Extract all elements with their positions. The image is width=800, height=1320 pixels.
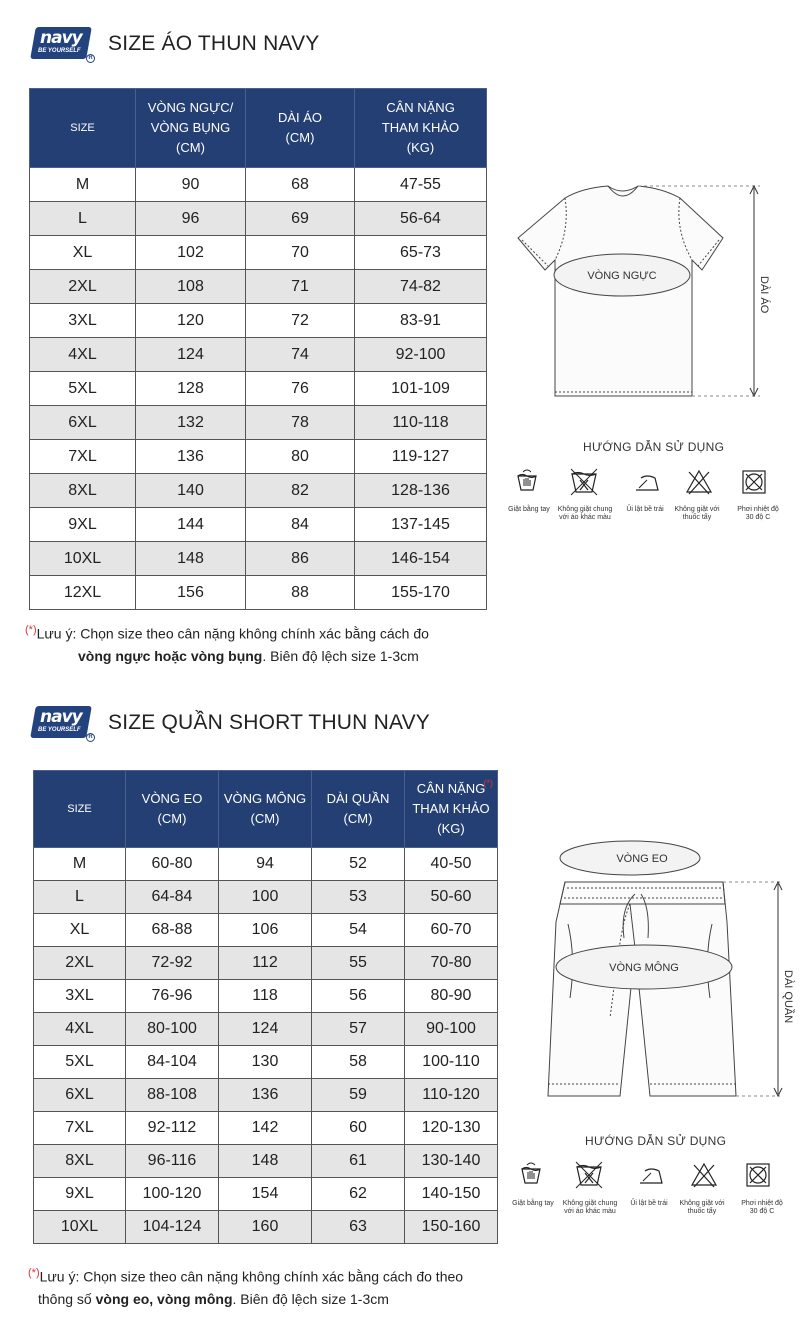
table-cell: 83-91 — [355, 304, 487, 338]
table-cell: 69 — [246, 202, 355, 236]
dry-30-icon — [740, 468, 768, 501]
brand-name: navy — [40, 28, 82, 48]
care-label: Không giặt chung với áo khác màu — [562, 1200, 618, 1215]
shorts-note: (*)Lưu ý: Chọn size theo cân nặng không chính xác bằng cách đo theo thông số vòng eo, vòng mông. Biên độ lệch size 1-3cm — [28, 1267, 464, 1307]
table-cell: 6XL — [34, 1079, 126, 1112]
table-cell: 60 — [312, 1112, 405, 1145]
table-cell: 155-170 — [355, 576, 487, 610]
table-row — [30, 406, 487, 440]
table-cell: 74 — [246, 338, 355, 372]
no-mix-wash-icon — [570, 468, 598, 501]
care-label: Không giặt với thuốc tẩy — [679, 1200, 725, 1215]
table-row — [30, 542, 487, 576]
table-cell: 6XL — [30, 406, 136, 440]
table-cell: L — [30, 202, 136, 236]
no-mix-wash-icon — [575, 1161, 603, 1194]
shorts-col-length: DÀI QUẦN (CM) — [312, 771, 405, 848]
table-cell: 154 — [219, 1178, 312, 1211]
shirt-length-label: DÀI ÁO — [758, 276, 770, 314]
table-row — [30, 270, 487, 304]
table-row — [34, 1211, 498, 1244]
table-cell: 56-64 — [355, 202, 487, 236]
table-row — [34, 947, 498, 980]
table-row — [34, 1112, 498, 1145]
iron-inside-out-icon — [633, 468, 661, 501]
table-cell: 59 — [312, 1079, 405, 1112]
shirt-care-title: HƯỚNG DẪN SỬ DỤNG — [583, 440, 725, 454]
table-row — [30, 372, 487, 406]
table-cell: 102 — [136, 236, 246, 270]
shorts-col-weight: (*) CÂN NẶNG THAM KHẢO (KG) — [405, 771, 498, 848]
shirt-section-title: SIZE ÁO THUN NAVY — [108, 32, 320, 55]
table-cell: 60-80 — [126, 848, 219, 881]
table-cell: 8XL — [34, 1145, 126, 1178]
table-cell: 3XL — [34, 980, 126, 1013]
table-cell: 64-84 — [126, 881, 219, 914]
table-cell: 68 — [246, 168, 355, 202]
table-row — [30, 236, 487, 270]
table-cell: 57 — [312, 1013, 405, 1046]
table-cell: 76 — [246, 372, 355, 406]
table-cell: 140-150 — [405, 1178, 498, 1211]
table-cell: L — [34, 881, 126, 914]
care-label: Ủi lật bề trái — [626, 506, 664, 513]
navy-logo: navy BE YOURSELF R — [33, 27, 95, 61]
no-bleach-icon — [690, 1161, 718, 1194]
shirt-col-length: DÀI ÁO (CM) — [246, 89, 355, 168]
shirt-col-weight: CÂN NẶNG THAM KHẢO (KG) — [355, 89, 487, 168]
table-row — [30, 304, 487, 338]
table-cell: 142 — [219, 1112, 312, 1145]
table-row — [34, 1079, 498, 1112]
table-cell: 56 — [312, 980, 405, 1013]
table-cell: 71 — [246, 270, 355, 304]
table-cell: M — [34, 848, 126, 881]
table-cell: 106 — [219, 914, 312, 947]
table-cell: 63 — [312, 1211, 405, 1244]
table-row — [30, 338, 487, 372]
table-cell: 124 — [219, 1013, 312, 1046]
table-cell: 50-60 — [405, 881, 498, 914]
table-cell: 90 — [136, 168, 246, 202]
table-cell: 40-50 — [405, 848, 498, 881]
care-label: Giặt bằng tay — [508, 506, 550, 513]
care-label: Phơi nhiệt độ 30 độ C — [741, 1200, 783, 1215]
brand-name: navy — [40, 707, 82, 727]
table-cell: 70 — [246, 236, 355, 270]
table-cell: 80 — [246, 440, 355, 474]
table-cell: 7XL — [30, 440, 136, 474]
shirt-col-chest: VÒNG NGỰC/ VÒNG BỤNG (CM) — [136, 89, 246, 168]
shirt-note: (*)Lưu ý: Chọn size theo cân nặng không chính xác bằng cách đo vòng ngực hoặc vòng bụng. Biên độ lệch size 1-3cm — [25, 624, 429, 664]
care-label: Không giặt với thuốc tẩy — [674, 506, 720, 521]
table-cell: 119-127 — [355, 440, 487, 474]
table-cell: 47-55 — [355, 168, 487, 202]
shorts-length-label: DÀI QUẦN — [782, 970, 794, 1024]
table-cell: 148 — [219, 1145, 312, 1178]
table-cell: XL — [30, 236, 136, 270]
table-row — [34, 848, 498, 881]
table-cell: 128 — [136, 372, 246, 406]
table-row — [34, 1046, 498, 1079]
table-cell: 78 — [246, 406, 355, 440]
table-cell: 108 — [136, 270, 246, 304]
shirt-size-table — [29, 88, 487, 610]
table-cell: 100-120 — [126, 1178, 219, 1211]
table-cell: 72-92 — [126, 947, 219, 980]
table-cell: 150-160 — [405, 1211, 498, 1244]
table-cell: 5XL — [30, 372, 136, 406]
table-cell: 72 — [246, 304, 355, 338]
table-cell: 55 — [312, 947, 405, 980]
table-cell: 10XL — [34, 1211, 126, 1244]
table-cell: 88-108 — [126, 1079, 219, 1112]
table-cell: 9XL — [30, 508, 136, 542]
table-cell: 118 — [219, 980, 312, 1013]
table-cell: 3XL — [30, 304, 136, 338]
table-cell: 148 — [136, 542, 246, 576]
chest-label: VÒNG NGỰC — [587, 270, 657, 282]
table-row — [34, 881, 498, 914]
table-cell: 12XL — [30, 576, 136, 610]
table-row — [34, 1013, 498, 1046]
shirt-col-size: SIZE — [30, 89, 136, 168]
table-cell: 82 — [246, 474, 355, 508]
table-cell: 130-140 — [405, 1145, 498, 1178]
hand-wash-icon — [519, 1161, 547, 1194]
table-cell: 7XL — [34, 1112, 126, 1145]
table-cell: 136 — [136, 440, 246, 474]
table-cell: 62 — [312, 1178, 405, 1211]
table-cell: XL — [34, 914, 126, 947]
table-cell: 112 — [219, 947, 312, 980]
table-row — [34, 1145, 498, 1178]
brand-tagline: BE YOURSELF — [38, 48, 81, 54]
table-cell: 53 — [312, 881, 405, 914]
table-cell: 100 — [219, 881, 312, 914]
table-cell: 132 — [136, 406, 246, 440]
care-label: Phơi nhiệt độ 30 độ C — [737, 506, 779, 521]
table-row — [30, 508, 487, 542]
hip-label: VÒNG MÔNG — [609, 962, 679, 974]
brand-tagline: BE YOURSELF — [38, 727, 81, 733]
table-cell: 90-100 — [405, 1013, 498, 1046]
hand-wash-icon — [515, 468, 543, 501]
table-cell: 8XL — [30, 474, 136, 508]
table-row — [30, 576, 487, 610]
table-cell: 84 — [246, 508, 355, 542]
table-cell: 136 — [219, 1079, 312, 1112]
table-cell: M — [30, 168, 136, 202]
care-label: Không giặt chung với áo khác màu — [557, 506, 613, 521]
table-cell: 9XL — [34, 1178, 126, 1211]
table-row — [34, 980, 498, 1013]
table-cell: 74-82 — [355, 270, 487, 304]
table-cell: 70-80 — [405, 947, 498, 980]
iron-inside-out-icon — [637, 1161, 665, 1194]
table-cell: 110-120 — [405, 1079, 498, 1112]
table-cell: 52 — [312, 848, 405, 881]
table-cell: 60-70 — [405, 914, 498, 947]
shorts-section-title: SIZE QUẦN SHORT THUN NAVY — [108, 711, 430, 734]
shorts-care-title: HƯỚNG DẪN SỬ DỤNG — [585, 1134, 727, 1148]
table-cell: 120 — [136, 304, 246, 338]
dry-30-icon — [744, 1161, 772, 1194]
table-cell: 92-100 — [355, 338, 487, 372]
waist-label: VÒNG EO — [616, 853, 668, 865]
table-cell: 5XL — [34, 1046, 126, 1079]
shorts-col-hip: VÒNG MÔNG (CM) — [219, 771, 312, 848]
table-cell: 61 — [312, 1145, 405, 1178]
table-cell: 54 — [312, 914, 405, 947]
table-cell: 68-88 — [126, 914, 219, 947]
table-cell: 140 — [136, 474, 246, 508]
shorts-col-size: SIZE — [34, 771, 126, 848]
table-cell: 104-124 — [126, 1211, 219, 1244]
table-cell: 65-73 — [355, 236, 487, 270]
table-cell: 128-136 — [355, 474, 487, 508]
table-row — [34, 914, 498, 947]
shorts-diagram — [540, 838, 794, 1103]
table-row — [30, 474, 487, 508]
table-cell: 146-154 — [355, 542, 487, 576]
table-row — [30, 168, 487, 202]
weight-star: (*) — [483, 778, 493, 788]
table-cell: 96 — [136, 202, 246, 236]
table-cell: 100-110 — [405, 1046, 498, 1079]
table-cell: 137-145 — [355, 508, 487, 542]
table-cell: 101-109 — [355, 372, 487, 406]
shorts-size-table — [33, 770, 498, 1244]
table-cell: 86 — [246, 542, 355, 576]
care-label: Ủi lật bề trái — [630, 1200, 668, 1207]
shorts-col-waist: VÒNG EO (CM) — [126, 771, 219, 848]
table-cell: 124 — [136, 338, 246, 372]
table-cell: 80-90 — [405, 980, 498, 1013]
table-cell: 144 — [136, 508, 246, 542]
table-cell: 4XL — [34, 1013, 126, 1046]
table-cell: 92-112 — [126, 1112, 219, 1145]
table-row — [30, 440, 487, 474]
table-cell: 120-130 — [405, 1112, 498, 1145]
no-bleach-icon — [685, 468, 713, 501]
table-cell: 76-96 — [126, 980, 219, 1013]
table-cell: 2XL — [34, 947, 126, 980]
table-cell: 58 — [312, 1046, 405, 1079]
table-cell: 130 — [219, 1046, 312, 1079]
table-cell: 96-116 — [126, 1145, 219, 1178]
table-cell: 4XL — [30, 338, 136, 372]
navy-logo: navy BE YOURSELF R — [33, 706, 95, 740]
table-cell: 2XL — [30, 270, 136, 304]
table-cell: 88 — [246, 576, 355, 610]
table-cell: 84-104 — [126, 1046, 219, 1079]
table-cell: 110-118 — [355, 406, 487, 440]
table-cell: 80-100 — [126, 1013, 219, 1046]
table-cell: 160 — [219, 1211, 312, 1244]
care-label: Giặt bằng tay — [512, 1200, 554, 1207]
table-cell: 10XL — [30, 542, 136, 576]
tshirt-diagram — [510, 180, 790, 405]
table-cell: 94 — [219, 848, 312, 881]
table-row — [30, 202, 487, 236]
table-row — [34, 1178, 498, 1211]
table-cell: 156 — [136, 576, 246, 610]
